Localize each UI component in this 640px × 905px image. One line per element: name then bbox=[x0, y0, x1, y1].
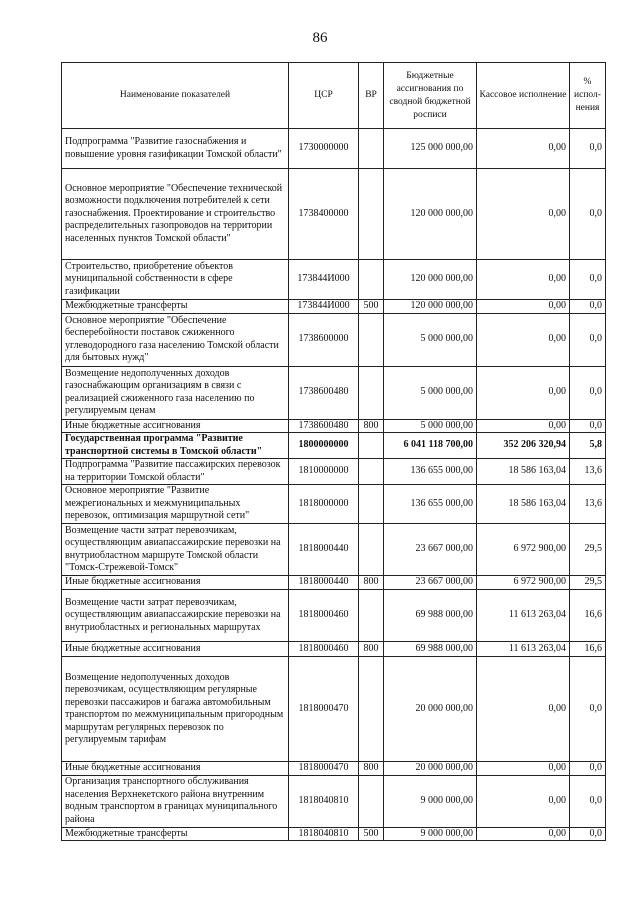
cell-pct: 0,0 bbox=[570, 657, 606, 762]
cell-alloc: 9 000 000,00 bbox=[384, 827, 477, 841]
cell-vr bbox=[359, 260, 384, 300]
table-row bbox=[62, 775, 606, 827]
table-row bbox=[62, 419, 606, 433]
cell-exec: 0,00 bbox=[477, 260, 570, 300]
cell-name: Возмещение недополученных доходов газоснабжающим организациям в связи с реализацией сжиженного газа населению по регулируемым ценам bbox=[62, 366, 289, 419]
table-row bbox=[62, 169, 606, 260]
cell-alloc: 5 000 000,00 bbox=[384, 313, 477, 366]
cell-pct: 0,0 bbox=[570, 366, 606, 419]
cell-pct: 0,0 bbox=[570, 827, 606, 841]
cell-alloc: 125 000 000,00 bbox=[384, 129, 477, 169]
cell-vr bbox=[359, 129, 384, 169]
cell-alloc: 120 000 000,00 bbox=[384, 260, 477, 300]
cell-exec: 6 972 900,00 bbox=[477, 524, 570, 576]
cell-exec: 0,00 bbox=[477, 169, 570, 260]
cell-name: Иные бюджетные ассигнования bbox=[62, 419, 289, 433]
cell-alloc: 120 000 000,00 bbox=[384, 169, 477, 260]
cell-csr: 1818040810 bbox=[289, 827, 359, 841]
cell-pct: 29,5 bbox=[570, 576, 606, 590]
cell-alloc: 120 000 000,00 bbox=[384, 300, 477, 314]
table-row bbox=[62, 485, 606, 524]
cell-name: Иные бюджетные ассигнования bbox=[62, 642, 289, 657]
cell-csr: 1818000470 bbox=[289, 657, 359, 762]
cell-csr: 1800000000 bbox=[289, 433, 359, 459]
table-row bbox=[62, 300, 606, 314]
cell-vr bbox=[359, 657, 384, 762]
cell-alloc: 5 000 000,00 bbox=[384, 419, 477, 433]
cell-exec: 0,00 bbox=[477, 775, 570, 827]
header-row bbox=[62, 63, 606, 129]
cell-csr: 1818000470 bbox=[289, 762, 359, 776]
cell-vr bbox=[359, 485, 384, 524]
cell-name: Межбюджетные трансферты bbox=[62, 300, 289, 314]
cell-exec: 11 613 263,04 bbox=[477, 590, 570, 642]
cell-vr: 800 bbox=[359, 419, 384, 433]
cell-exec: 0,00 bbox=[477, 313, 570, 366]
cell-csr: 1818000460 bbox=[289, 642, 359, 657]
table-row bbox=[62, 524, 606, 576]
cell-name: Строительство, приобретение объектов муниципальной собственности в сфере газификации bbox=[62, 260, 289, 300]
cell-vr bbox=[359, 459, 384, 485]
cell-csr: 1818000000 bbox=[289, 485, 359, 524]
cell-name: Межбюджетные трансферты bbox=[62, 827, 289, 841]
cell-pct: 0,0 bbox=[570, 260, 606, 300]
cell-pct: 13,6 bbox=[570, 459, 606, 485]
cell-csr: 1738600480 bbox=[289, 366, 359, 419]
table-row bbox=[62, 590, 606, 642]
cell-alloc: 23 667 000,00 bbox=[384, 524, 477, 576]
cell-vr: 800 bbox=[359, 642, 384, 657]
cell-vr bbox=[359, 433, 384, 459]
cell-exec: 6 972 900,00 bbox=[477, 576, 570, 590]
header-alloc: Бюджетные ассигнования по сводной бюджетной росписи bbox=[384, 63, 477, 129]
cell-csr: 1730000000 bbox=[289, 129, 359, 169]
cell-name: Основное мероприятие "Обеспечение бесперебойности поставок сжиженного углеводородного газа населению Томской области для бытовых нужд" bbox=[62, 313, 289, 366]
cell-pct: 0,0 bbox=[570, 775, 606, 827]
table-row bbox=[62, 657, 606, 762]
cell-vr bbox=[359, 366, 384, 419]
table-row bbox=[62, 313, 606, 366]
cell-csr: 173844И000 bbox=[289, 260, 359, 300]
cell-pct: 0,0 bbox=[570, 419, 606, 433]
cell-csr: 1818000440 bbox=[289, 576, 359, 590]
cell-name: Государственная программа "Развитие транспортной системы в Томской области" bbox=[62, 433, 289, 459]
cell-vr bbox=[359, 590, 384, 642]
table-row bbox=[62, 433, 606, 459]
cell-vr: 800 bbox=[359, 762, 384, 776]
cell-name: Иные бюджетные ассигнования bbox=[62, 762, 289, 776]
header-csr: ЦСР bbox=[289, 63, 359, 129]
cell-exec: 0,00 bbox=[477, 366, 570, 419]
cell-exec: 0,00 bbox=[477, 129, 570, 169]
cell-csr: 1810000000 bbox=[289, 459, 359, 485]
cell-exec: 18 586 163,04 bbox=[477, 459, 570, 485]
cell-name: Основное мероприятие "Обеспечение технической возможности подключения потребителей к сети газоснабжения. Проектирование и строительство распределительных газопроводов на территории населенных пунктов Томской области" bbox=[62, 169, 289, 260]
table-row bbox=[62, 827, 606, 841]
cell-alloc: 9 000 000,00 bbox=[384, 775, 477, 827]
cell-alloc: 69 988 000,00 bbox=[384, 642, 477, 657]
cell-vr: 500 bbox=[359, 300, 384, 314]
cell-alloc: 136 655 000,00 bbox=[384, 459, 477, 485]
cell-alloc: 5 000 000,00 bbox=[384, 366, 477, 419]
table-row bbox=[62, 260, 606, 300]
cell-csr: 1818040810 bbox=[289, 775, 359, 827]
cell-pct: 0,0 bbox=[570, 313, 606, 366]
cell-csr: 1818000440 bbox=[289, 524, 359, 576]
cell-alloc: 136 655 000,00 bbox=[384, 485, 477, 524]
cell-exec: 352 206 320,94 bbox=[477, 433, 570, 459]
table-row bbox=[62, 459, 606, 485]
table-row bbox=[62, 762, 606, 776]
cell-vr: 500 bbox=[359, 827, 384, 841]
cell-exec: 0,00 bbox=[477, 657, 570, 762]
cell-csr: 1818000460 bbox=[289, 590, 359, 642]
cell-pct: 5,8 bbox=[570, 433, 606, 459]
table-row bbox=[62, 576, 606, 590]
cell-pct: 16,6 bbox=[570, 590, 606, 642]
cell-name: Организация транспортного обслуживания населения Верхнекетского района внутренним водным транспортом в границах муниципального района bbox=[62, 775, 289, 827]
cell-exec: 18 586 163,04 bbox=[477, 485, 570, 524]
cell-pct: 0,0 bbox=[570, 762, 606, 776]
cell-csr: 1738400000 bbox=[289, 169, 359, 260]
cell-pct: 0,0 bbox=[570, 129, 606, 169]
cell-pct: 13,6 bbox=[570, 485, 606, 524]
cell-exec: 0,00 bbox=[477, 419, 570, 433]
cell-vr: 800 bbox=[359, 576, 384, 590]
header-vr: ВР bbox=[359, 63, 384, 129]
table-row bbox=[62, 642, 606, 657]
cell-name: Подпрограмма "Развитие пассажирских перевозок на территории Томской области" bbox=[62, 459, 289, 485]
cell-csr: 1738600480 bbox=[289, 419, 359, 433]
cell-alloc: 69 988 000,00 bbox=[384, 590, 477, 642]
header-exec: Кассовое исполнение bbox=[477, 63, 570, 129]
cell-alloc: 20 000 000,00 bbox=[384, 657, 477, 762]
cell-exec: 0,00 bbox=[477, 762, 570, 776]
cell-vr bbox=[359, 169, 384, 260]
cell-exec: 11 613 263,04 bbox=[477, 642, 570, 657]
cell-pct: 16,6 bbox=[570, 642, 606, 657]
cell-pct: 0,0 bbox=[570, 169, 606, 260]
cell-pct: 29,5 bbox=[570, 524, 606, 576]
cell-name: Основное мероприятие "Развитие межрегиональных и межмуниципальных перевозок, оптимизация маршрутной сети" bbox=[62, 485, 289, 524]
cell-name: Возмещение части затрат перевозчикам, осуществляющим авиапассажирские перевозки на внутриобластных и региональных маршрутах bbox=[62, 590, 289, 642]
cell-alloc: 6 041 118 700,00 bbox=[384, 433, 477, 459]
table-row bbox=[62, 366, 606, 419]
header-name: Наименование показателей bbox=[62, 63, 289, 129]
cell-name: Возмещение недополученных доходов перевозчикам, осуществляющим регулярные перевозки пассажиров и багажа автомобильным транспортом по межмуниципальным пригородным маршрутам регулярных перевозок по регулируемым тарифам bbox=[62, 657, 289, 762]
cell-vr bbox=[359, 524, 384, 576]
cell-name: Возмещение части затрат перевозчикам, осуществляющим авиапассажирские перевозки на внутриобластном маршруте Томской области "Томск-Стрежевой-Томск" bbox=[62, 524, 289, 576]
cell-alloc: 20 000 000,00 bbox=[384, 762, 477, 776]
page-number: 86 bbox=[312, 30, 328, 46]
budget-table bbox=[61, 62, 606, 841]
cell-csr: 1738600000 bbox=[289, 313, 359, 366]
cell-name: Иные бюджетные ассигнования bbox=[62, 576, 289, 590]
cell-alloc: 23 667 000,00 bbox=[384, 576, 477, 590]
cell-csr: 173844И000 bbox=[289, 300, 359, 314]
cell-exec: 0,00 bbox=[477, 300, 570, 314]
cell-pct: 0,0 bbox=[570, 300, 606, 314]
cell-exec: 0,00 bbox=[477, 827, 570, 841]
header-pct: % испол-нения bbox=[570, 63, 606, 129]
cell-vr bbox=[359, 313, 384, 366]
table-row bbox=[62, 129, 606, 169]
cell-name: Подпрограмма "Развитие газоснабжения и повышение уровня газификации Томской области" bbox=[62, 129, 289, 169]
cell-vr bbox=[359, 775, 384, 827]
